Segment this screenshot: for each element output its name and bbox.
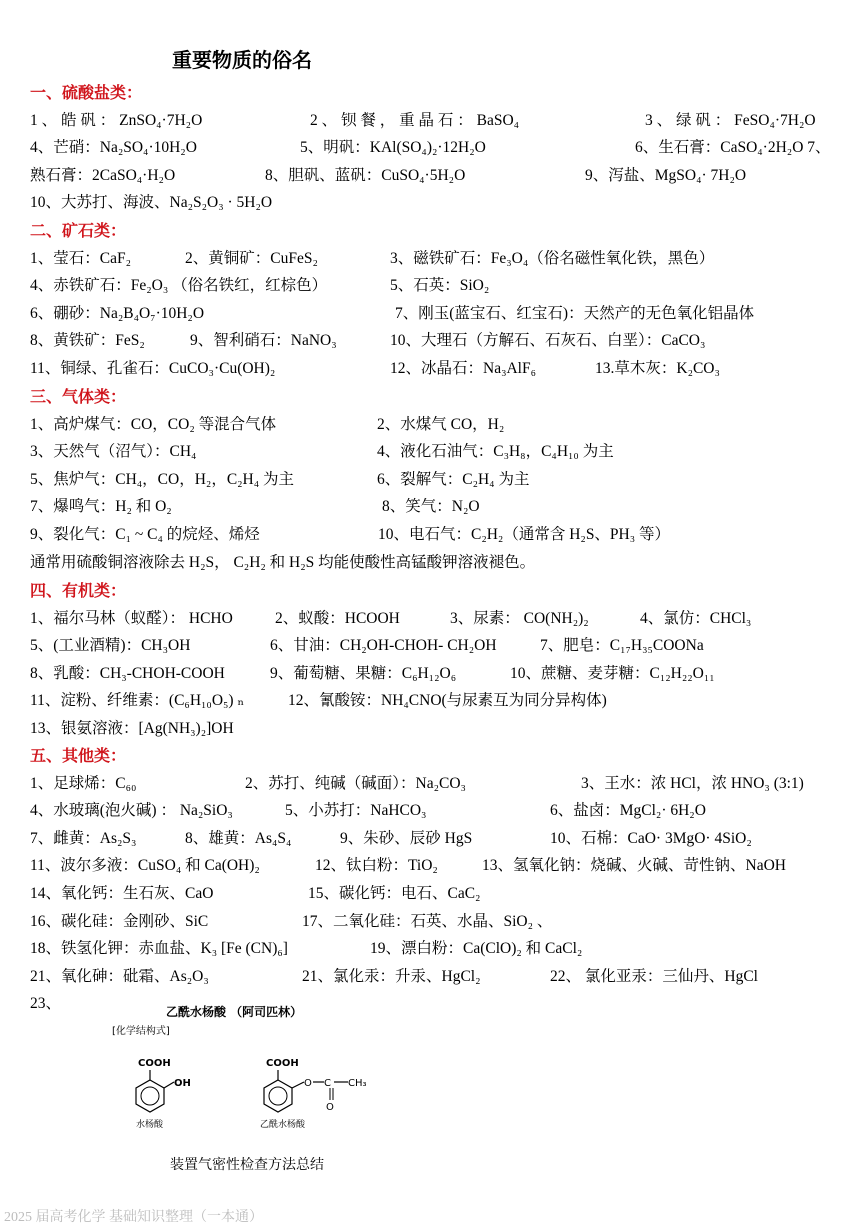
- list-item: 10、石棉：CaO· 3MgO· 4SiO₂: [550, 829, 752, 847]
- list-item: 11、波尔多液：CuSO₄ 和 Ca(OH)₂: [30, 857, 260, 875]
- list-item: 1、福尔马林（蚁醛）： HCHO: [30, 609, 233, 627]
- list-item: 3、尿素： CO(NH₂)₂: [450, 609, 589, 627]
- list-item: 4、芒硝：Na₂SO₄·10H₂O: [30, 139, 197, 157]
- list-item: 4、赤铁矿石：Fe₂O₃ （俗名铁红，红棕色）: [30, 277, 328, 295]
- list-item: 17、二氧化硅：石英、水晶、SiO₂ 、: [302, 912, 553, 930]
- list-row: [30, 826, 868, 852]
- list-item: 8、雄黄：As₄S₄: [185, 829, 292, 847]
- list-row: [30, 135, 868, 161]
- list-item: 12、冰晶石：Na₃AlF₆: [390, 360, 537, 377]
- list-item: 6、盐卤：MgCl₂· 6H₂O: [550, 802, 706, 820]
- list-item: 23、: [30, 995, 62, 1013]
- list-item: 8、黄铁矿：FeS₂: [30, 332, 145, 350]
- list-item: 7、刚玉(蓝宝石、红宝石)：天然产的无色氧化铝晶体: [395, 304, 755, 322]
- list-item: 13、氢氧化钠：烧碱、火碱、苛性钠、NaOH: [482, 857, 786, 875]
- left-label: 水杨酸: [136, 1120, 164, 1130]
- list-item: 熟石膏：2CaSO₄·H₂O: [30, 166, 176, 184]
- list-item: 12、钛白粉：TiO₂: [315, 857, 438, 875]
- svg-text:OH: OH: [174, 1078, 191, 1089]
- list-row: [30, 356, 868, 382]
- list-item: 9、智利硝石：NaNO₃: [190, 332, 337, 350]
- list-item: 1、莹石：CaF₂: [30, 249, 131, 267]
- list-row: [30, 550, 868, 576]
- list-row: [30, 881, 868, 907]
- section-heading: 五、其他类：: [30, 746, 127, 765]
- list-row: [30, 771, 868, 797]
- list-item: 5、(工业酒精)：CH₃OH: [30, 637, 191, 655]
- list-item: 13、银氨溶液：[Ag(NH₃)₂]OH: [30, 720, 234, 737]
- list-item: 7、雌黄：As₂S₃: [30, 829, 137, 847]
- list-item: 4、液化石油气：C₃H₈，C₄H₁₀ 为主: [377, 443, 614, 461]
- list-item: 1 、 皓 矾 ： ZnSO₄·7H₂O: [30, 111, 203, 129]
- list-item: 6、生石膏：CaSO₄·2H₂O 7、: [635, 139, 831, 157]
- list-item: 21、氯化汞：升汞、HgCl₂: [302, 967, 481, 985]
- list-item: 3、王水：浓 HCl，浓 HNO₃ (3:1): [581, 774, 804, 792]
- list-row: [30, 439, 868, 465]
- svg-text:O: O: [326, 1102, 334, 1113]
- list-row: [30, 412, 868, 438]
- list-row: [30, 909, 868, 935]
- section-heading: 三、气体类：: [30, 387, 127, 406]
- list-item: 10、大苏打、海波、Na₂S₂O₃ · 5H₂O: [30, 194, 273, 212]
- list-row: [30, 633, 868, 659]
- figure-caption: 装置气密性检查方法总结: [170, 1158, 324, 1173]
- list-row: [30, 798, 868, 824]
- list-row: [30, 108, 868, 134]
- list-item: 18、铁氢化钾：赤血盐、K₃ [Fe (CN)₆]: [30, 940, 288, 958]
- section-heading: 二、矿石类：: [30, 221, 127, 240]
- list-item: 3 、 绿 矾 ： FeSO₄·7H₂O: [645, 111, 816, 129]
- list-row: [30, 964, 868, 990]
- list-item: 9、葡萄糖、果糖：C₆H₁₂O₆: [270, 664, 457, 682]
- list-item: 9、裂化气：C₁ ~ C₄ 的烷烃、烯烃: [30, 526, 260, 543]
- list-row: [30, 661, 868, 687]
- list-item: 2 、 钡 餐 ， 重 晶 石 ： BaSO₄: [310, 111, 520, 129]
- list-row: [30, 246, 868, 272]
- list-item: 通常用硫酸铜溶液除去 H₂S， C₂H₂ 和 H₂S 均能使酸性高锰酸钾溶液褪色。: [30, 553, 536, 571]
- list-item: 4、氯仿：CHCl₃: [640, 609, 752, 627]
- list-item: 5、石英：SiO₂: [390, 277, 490, 295]
- list-item: 1、足球烯：C₆₀: [30, 774, 137, 792]
- list-item: 10、电石气：C₂H₂（通常含 H₂S、PH₃ 等）: [378, 526, 671, 543]
- list-row: [30, 163, 868, 189]
- list-item: 2、蚁酸：HCOOH: [275, 609, 400, 627]
- list-item: 21、氧化砷：砒霜、As₂O₃: [30, 967, 209, 985]
- aspirin-figure: [108, 1000, 388, 1140]
- list-item: 5、明矾：KAl(SO₄)₂·12H₂O: [300, 139, 486, 157]
- list-row: [30, 467, 868, 493]
- figure-subtitle: [化学结构式]: [112, 1026, 170, 1037]
- list-item: 8、笑气：N₂O: [382, 498, 480, 516]
- acetylsalicylic-acid-structure: [260, 1058, 367, 1130]
- page-footer: 2025 届高考化学 基础知识整理（一本通）: [4, 1210, 263, 1225]
- list-item: 3、磁铁矿石：Fe₃O₄（俗名磁性氧化铁，黑色）: [390, 249, 715, 267]
- list-item: 12、氰酸铵：NH₄CNO(与尿素互为同分异构体): [288, 692, 607, 710]
- list-row: [30, 936, 868, 962]
- list-item: 2、黄铜矿：CuFeS₂: [185, 249, 318, 267]
- list-item: 3、天然气（沼气）：CH₄: [30, 443, 197, 461]
- list-item: 4、水玻璃(泡火碱) ： Na₂SiO₃: [30, 802, 233, 820]
- list-item: 5、小苏打：NaHCO₃: [285, 802, 427, 820]
- list-item: 6、裂解气：C₂H₄ 为主: [377, 470, 530, 488]
- list-row: [30, 190, 868, 216]
- list-item: 19、漂白粉：Ca(ClO)₂ 和 CaCl₂: [370, 940, 583, 958]
- svg-text:COOH: COOH: [138, 1058, 171, 1069]
- list-item: 11、淀粉、纤维素：(C₆H₁₀O₅) ₙ: [30, 692, 245, 710]
- list-row: [30, 273, 868, 299]
- figure-title: 乙酰水杨酸 （阿司匹林）: [166, 1005, 303, 1019]
- list-row: [30, 522, 868, 548]
- right-label: 乙酰水杨酸: [260, 1120, 306, 1130]
- list-item: 9、泻盐、MgSO₄· 7H₂O: [585, 166, 747, 184]
- list-item: 7、爆鸣气：H₂ 和 O₂: [30, 498, 172, 516]
- list-item: 1、高炉煤气：CO，CO₂ 等混合气体: [30, 415, 277, 433]
- list-item: 7、肥皂：C₁₇H₃₅COONa: [540, 637, 704, 655]
- list-item: 14、氧化钙：生石灰、CaO: [30, 885, 214, 902]
- aspirin-structure: [108, 1000, 388, 1140]
- list-item: 9、朱砂、辰砂 HgS: [340, 829, 473, 847]
- list-row: [30, 328, 868, 354]
- section-heading: 四、有机类：: [30, 581, 127, 600]
- list-item: 13.草木灰：K₂CO₃: [595, 360, 720, 377]
- list-item: 2、水煤气 CO，H₂: [377, 415, 505, 433]
- list-item: 6、甘油：CH₂OH-CHOH- CH₂OH: [270, 637, 497, 655]
- list-row: [30, 716, 868, 742]
- list-item: 15、碳化钙：电石、CaC₂: [308, 885, 481, 902]
- list-item: 6、硼砂：Na₂B₄O₇·10H₂O: [30, 304, 205, 322]
- svg-text:C: C: [324, 1078, 331, 1089]
- page-title: 重要物质的俗名: [172, 48, 312, 72]
- list-item: 8、乳酸：CH₃-CHOH-COOH: [30, 664, 225, 682]
- list-item: 8、胆矾、蓝矾：CuSO₄·5H₂O: [265, 166, 466, 184]
- salicylic-acid-structure: [136, 1058, 191, 1130]
- list-row: [30, 301, 868, 327]
- list-row: [30, 853, 868, 879]
- svg-text:COOH: COOH: [266, 1058, 299, 1069]
- list-item: 10、大理石（方解石、石灰石、白垩）：CaCO₃: [390, 332, 706, 350]
- svg-text:O: O: [304, 1078, 312, 1089]
- list-item: 11、铜绿、孔雀石：CuCO₃·Cu(OH)₂: [30, 360, 276, 377]
- list-row: [30, 494, 868, 520]
- list-item: 22、 氯化亚汞：三仙丹、HgCl: [550, 967, 758, 985]
- list-item: 2、苏打、纯碱（碱面）：Na₂CO₃: [245, 774, 466, 792]
- list-item: 5、焦炉气：CH₄，CO，H₂，C₂H₄ 为主: [30, 470, 295, 488]
- list-item: 16、碳化硅：金刚砂、SiC: [30, 912, 209, 930]
- list-row: [30, 606, 868, 632]
- list-item: 10、蔗糖、麦芽糖：C₁₂H₂₂O₁₁: [510, 664, 715, 682]
- list-row: [30, 688, 868, 714]
- section-heading: 一、硫酸盐类：: [30, 83, 143, 102]
- svg-text:CH₃: CH₃: [348, 1078, 367, 1089]
